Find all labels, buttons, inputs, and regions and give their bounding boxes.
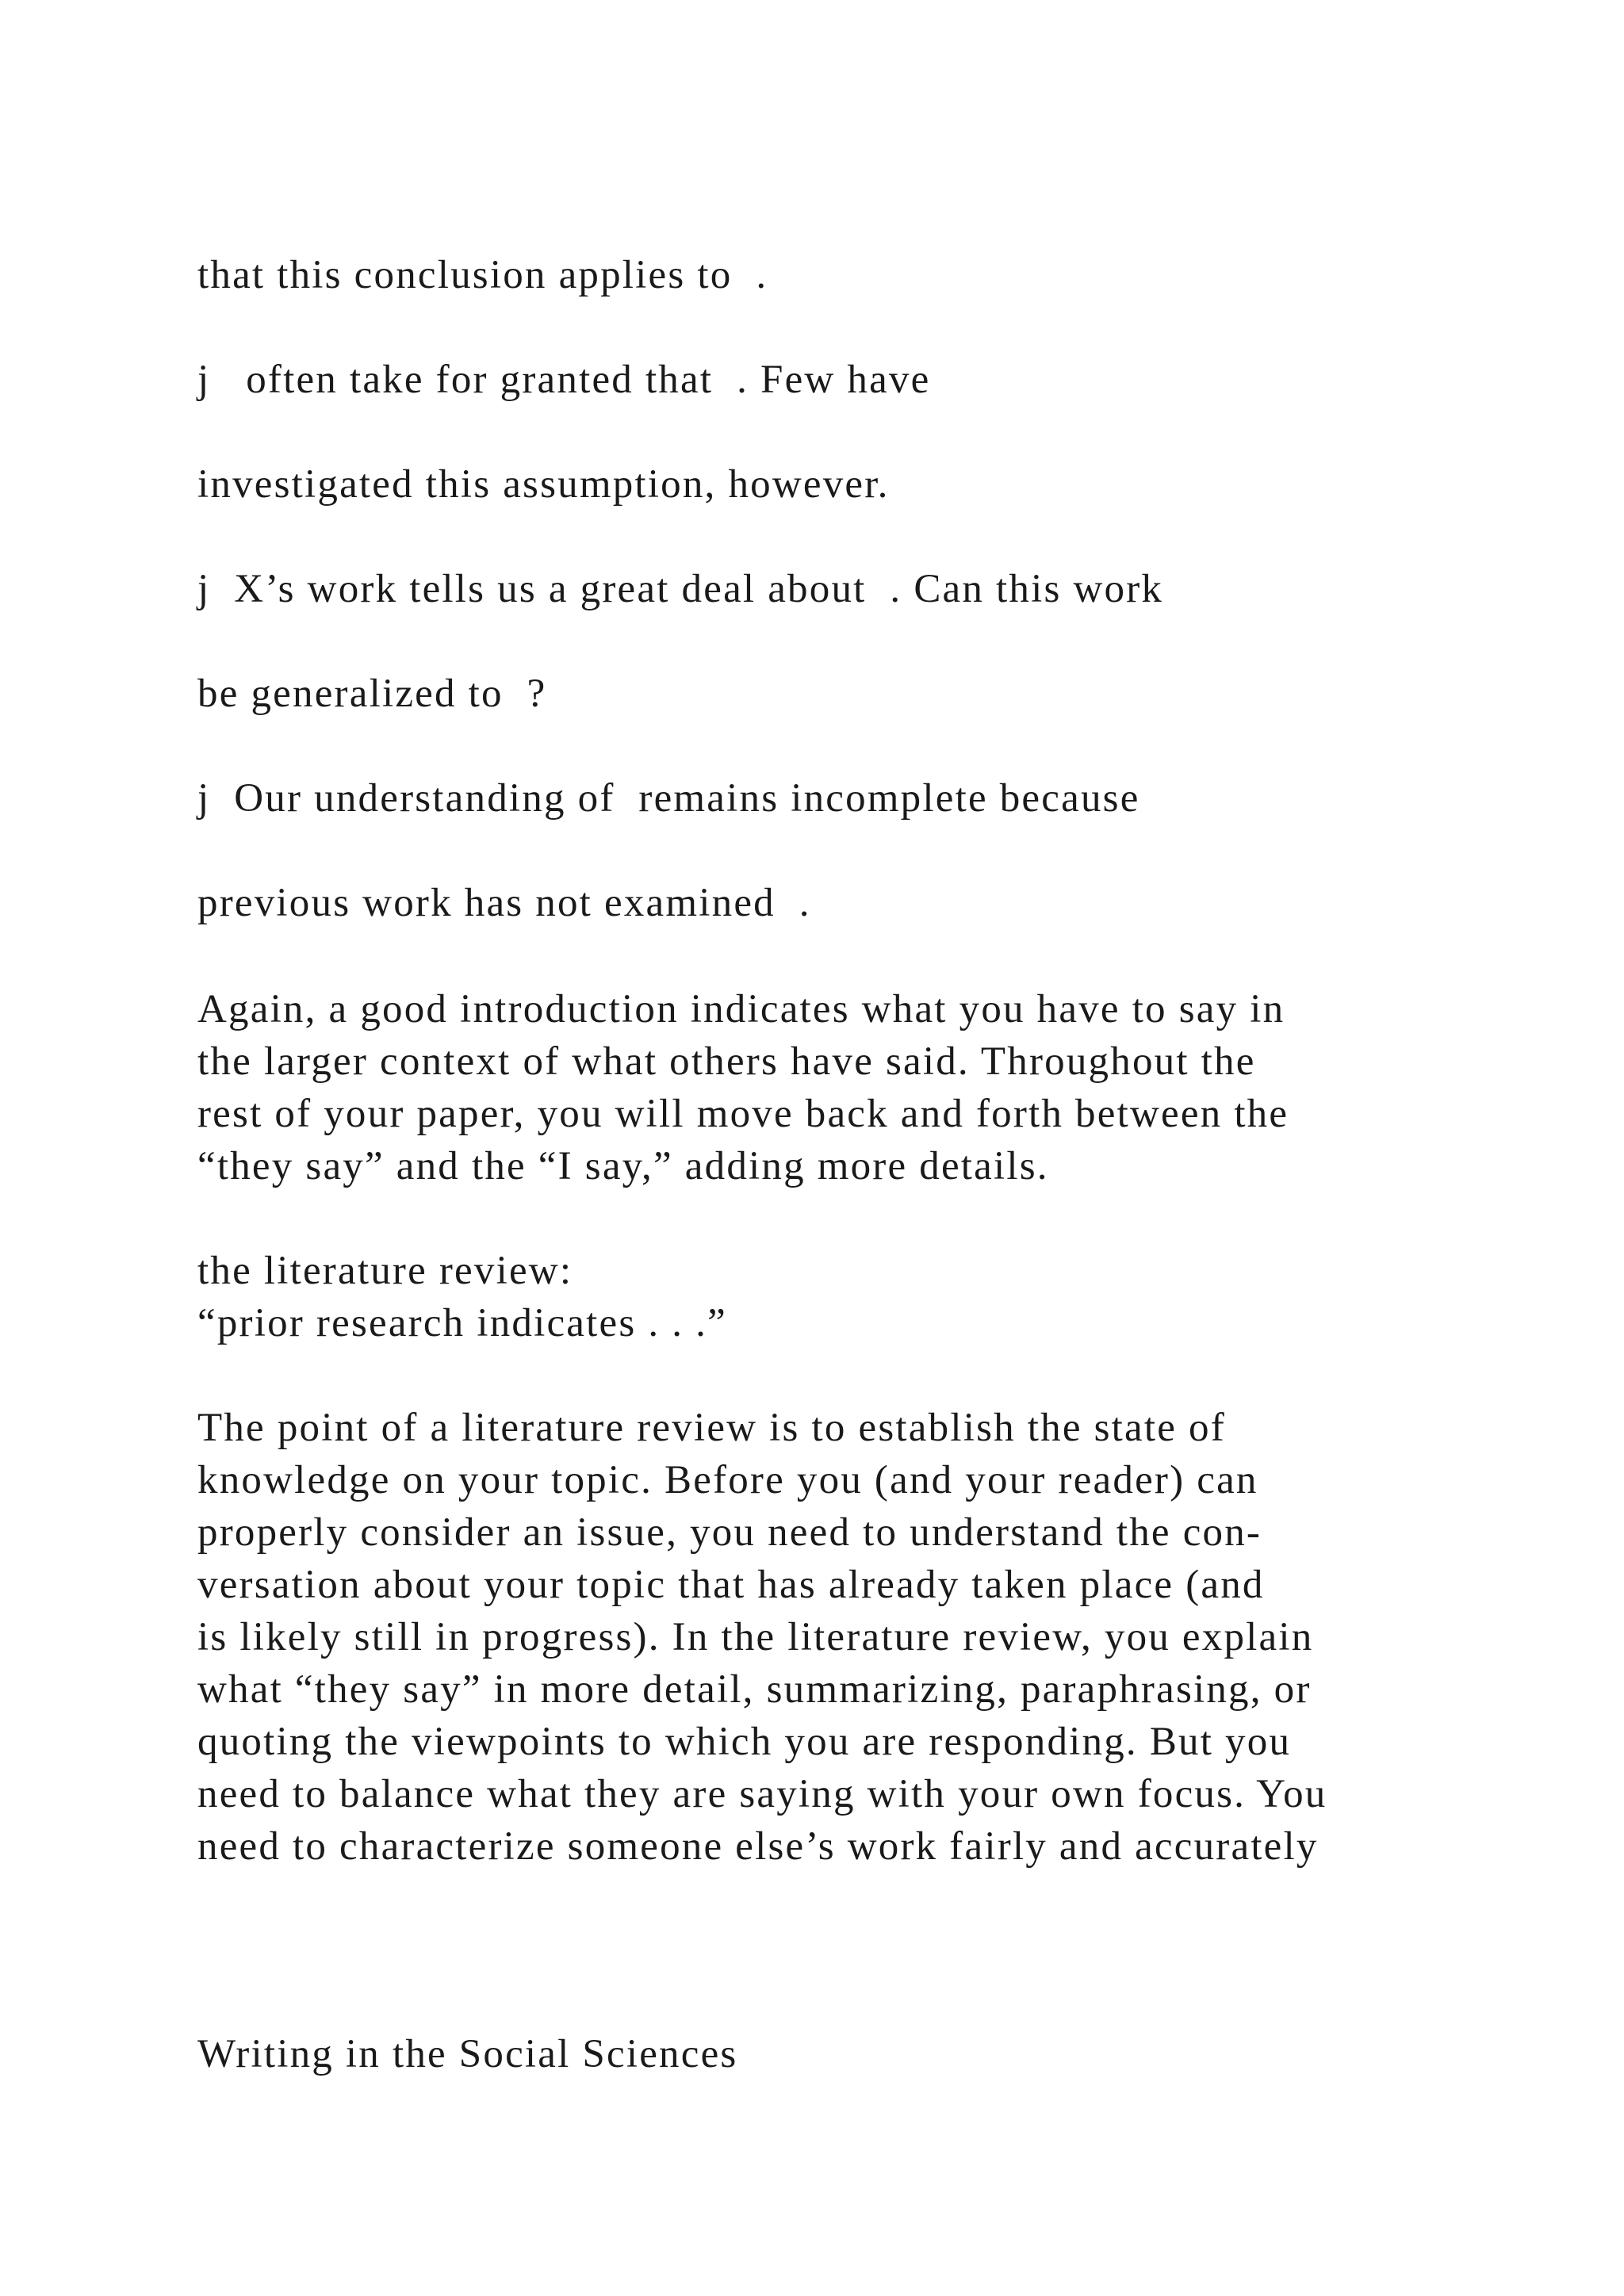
running-footer: Writing in the Social Sciences xyxy=(197,2032,738,2076)
paragraph-line: properly consider an issue, you need to understand the con- xyxy=(197,1510,1262,1555)
paragraph-line: the larger context of what others have said. Throughout the xyxy=(197,1039,1256,1084)
paragraph-line: knowledge on your topic. Before you (and your reader) can xyxy=(197,1458,1258,1502)
paragraph-line: rest of your paper, you will move back and forth between the xyxy=(197,1092,1289,1136)
section-heading-line: the literature review: xyxy=(197,1249,573,1293)
paragraph-line: “they say” and the “I say,” adding more details. xyxy=(197,1144,1049,1188)
prompt-line: j Our understanding of remains incomplete because xyxy=(197,776,1140,821)
paragraph-line: need to characterize someone else’s work fairly and accurately xyxy=(197,1824,1319,1869)
paragraph-line: The point of a literature review is to establish the state of xyxy=(197,1406,1226,1450)
paragraph-line: need to balance what they are saying with your own focus. You xyxy=(197,1772,1327,1816)
prompt-line: previous work has not examined . xyxy=(197,881,811,925)
section-heading xyxy=(197,1245,727,1349)
prompt-line: j often take for granted that . Few have xyxy=(197,358,931,402)
prompt-line: j X’s work tells us a great deal about . Can this work xyxy=(197,567,1164,611)
prompt-line: be generalized to ? xyxy=(197,672,547,716)
lit-review-paragraph xyxy=(197,1402,1327,1873)
paragraph-line: versation about your topic that has already taken place (and xyxy=(197,1563,1265,1607)
paragraph-line: what “they say” in more detail, summarizing, paraphrasing, or xyxy=(197,1667,1312,1712)
prompt-line: that this conclusion applies to . xyxy=(197,253,768,297)
paragraph-line: is likely still in progress). In the literature review, you explain xyxy=(197,1615,1314,1659)
paragraph-line: Again, a good introduction indicates what you have to say in xyxy=(197,987,1285,1031)
section-heading-line: “prior research indicates . . .” xyxy=(197,1301,727,1345)
prompt-line: investigated this assumption, however. xyxy=(197,462,890,507)
paragraph-line: quoting the viewpoints to which you are responding. But you xyxy=(197,1720,1292,1764)
intro-paragraph xyxy=(197,983,1289,1192)
